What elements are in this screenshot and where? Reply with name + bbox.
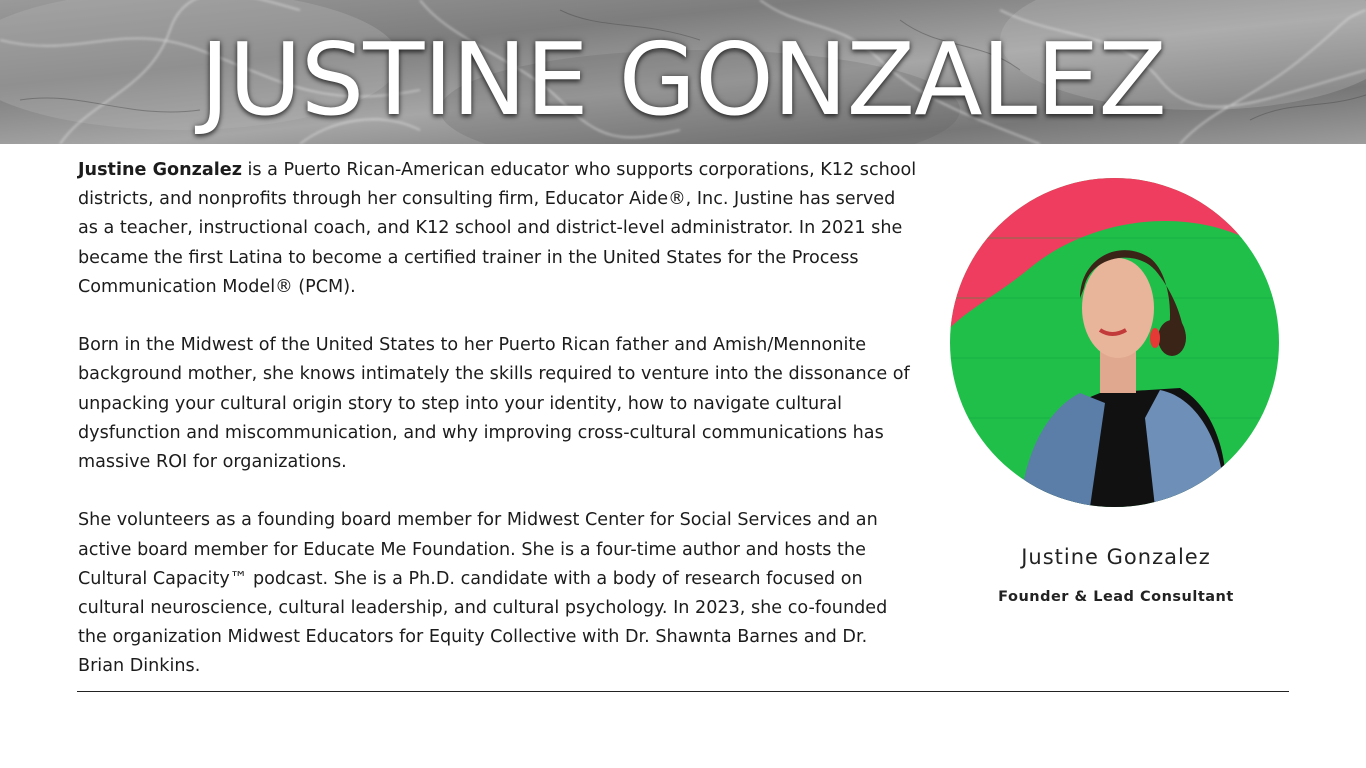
- portrait-illustration: [950, 178, 1279, 507]
- profile-photo: [950, 178, 1279, 507]
- bio-paragraph-1-text: is a Puerto Rican-American educator who supports corporations, K12 school districts, and nonprofits through her consulting firm, Educator Aide®, Inc. Justine has served as a teacher, instructional coach, and K12 school and district-level administrator. In 2021 she became the first Latina to become a certified trainer in the United States for the Process Communication Model® (PCM).: [78, 160, 917, 297]
- bio-paragraph-1: [78, 156, 918, 302]
- bio-name: Justine Gonzalez: [78, 160, 242, 180]
- bottom-divider: [77, 691, 1289, 692]
- profile-name: Justine Gonzalez: [1021, 545, 1211, 569]
- header-banner: [0, 0, 1366, 144]
- page-title: JUSTINE GONZALEZ: [200, 21, 1166, 138]
- bio-paragraph-2: Born in the Midwest of the United States to her Puerto Rican father and Amish/Mennonite background mother, she knows intimately the skills required to venture into the dissonance of unpacking your cultural origin story to step into your identity, how to navigate cultural dysfunction and miscommunication, and why improving cross-cultural communications has massive ROI for organizations.: [78, 335, 910, 473]
- bio-paragraph-3: She volunteers as a founding board member for Midwest Center for Social Services and an active board member for Educate Me Foundation. She is a four-time author and hosts the Cultural Capacity™ podcast. She is a Ph.D. candidate with a body of research focused on cultural neuroscience, cultural leadership, and cultural psychology. In 2023, she co-founded the organization Midwest Educators for Equity Collective with Dr. Shawnta Barnes and Dr. Brian Dinkins.: [78, 510, 888, 677]
- bio-text: [78, 156, 918, 682]
- profile-role: Founder & Lead Consultant: [998, 589, 1234, 605]
